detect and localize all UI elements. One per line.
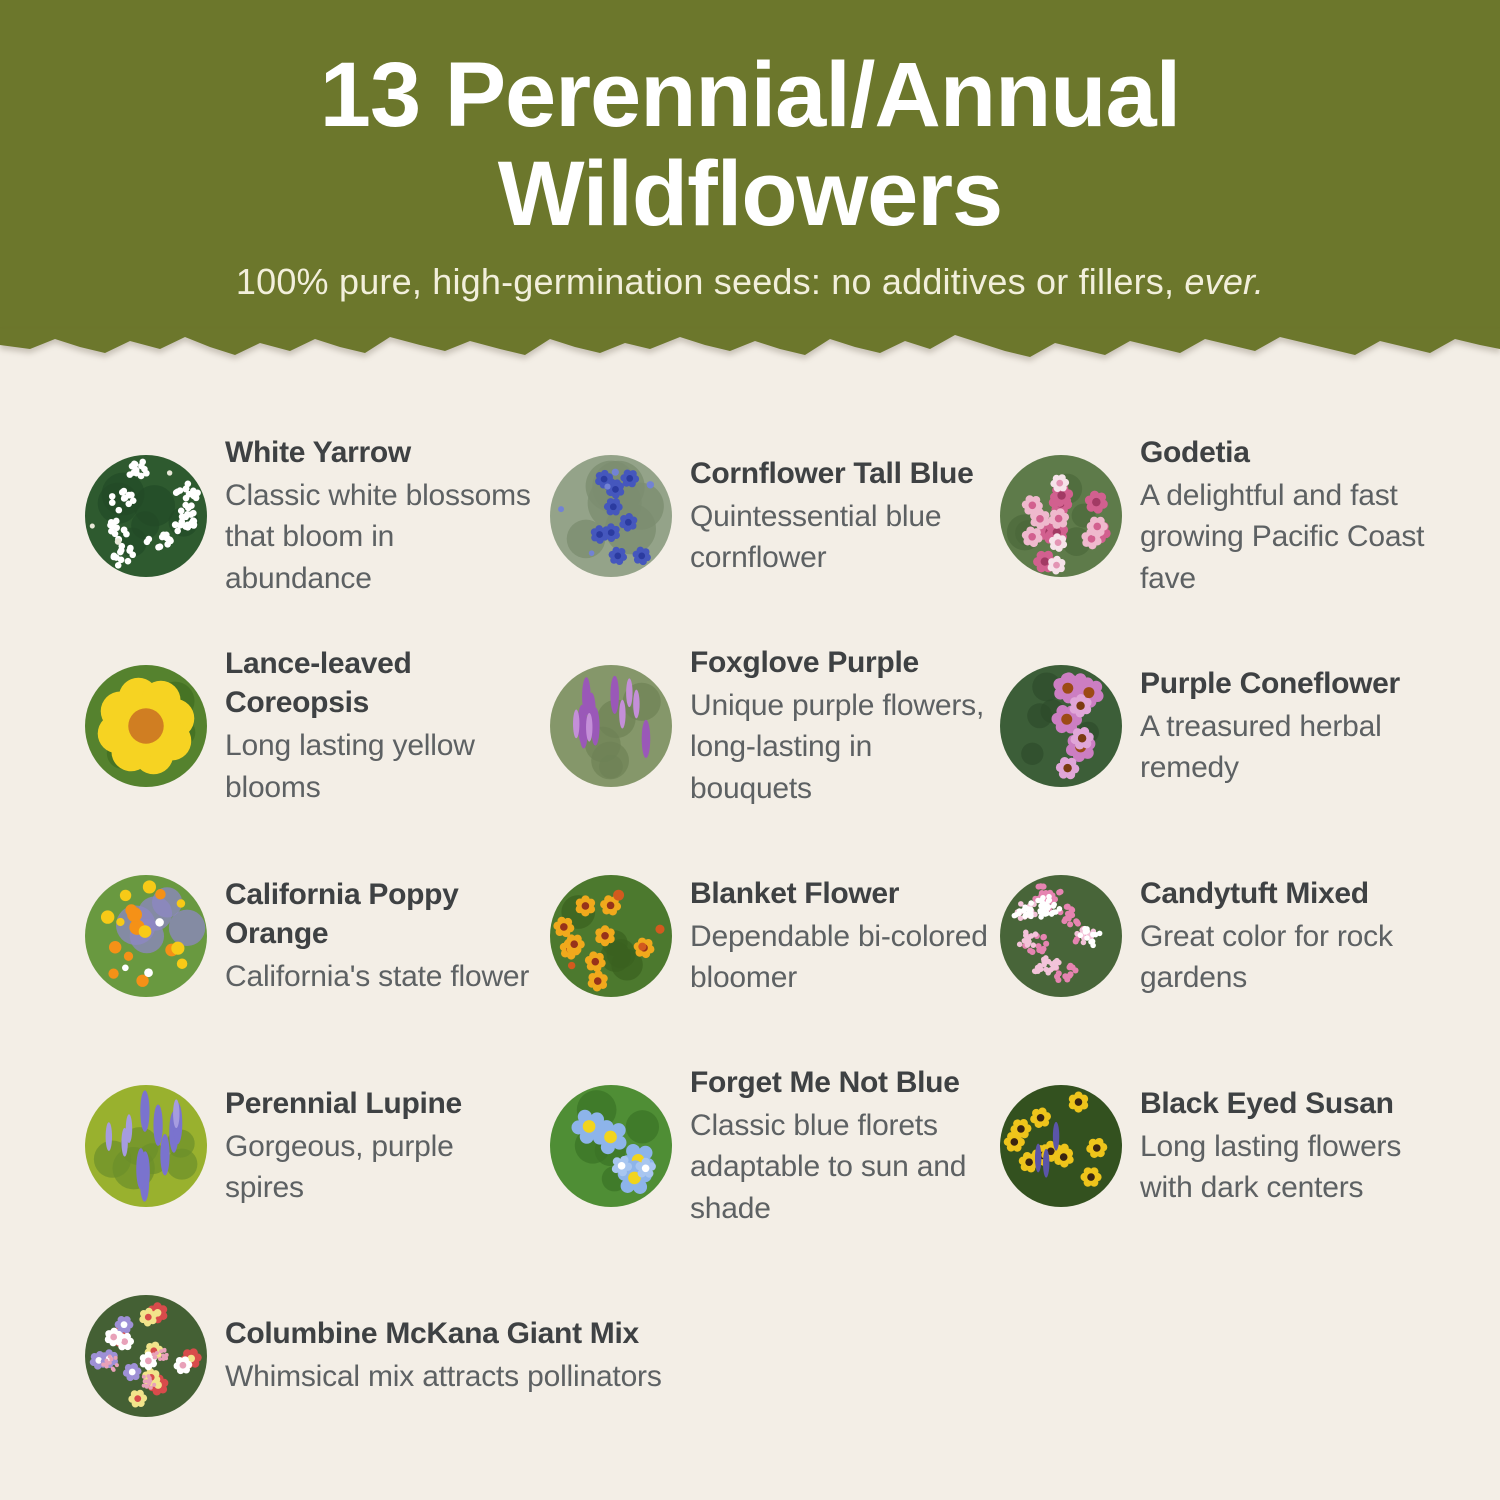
wildflower-text [690, 454, 1000, 579]
wildflower-item [85, 411, 550, 621]
wildflower-item [1000, 831, 1450, 1041]
forget-me-not-blue-photo [550, 1085, 672, 1207]
wildflower-text [690, 1063, 1000, 1229]
wildflower-text [1140, 1084, 1450, 1209]
page-title-line1: 13 Perennial/Annual [319, 44, 1181, 146]
wildflower-item [85, 621, 550, 831]
wildflower-text [225, 875, 535, 997]
wildflower-text [225, 1314, 662, 1397]
flower-name: Godetia [1140, 435, 1250, 469]
wildflower-text [690, 643, 1000, 809]
flower-description: Dependable bi-colored bloomer [690, 919, 988, 994]
wildflower-text [1140, 664, 1450, 789]
wildflower-item [550, 831, 1000, 1041]
cornflower-tall-blue-photo [550, 455, 672, 577]
tagline-emphasis: ever. [1184, 260, 1265, 302]
flower-description: Classic white blossoms that bloom in abundance [225, 478, 531, 595]
flower-description: A delightful and fast growing Pacific Coast fave [1140, 478, 1425, 595]
flower-name: Foxglove Purple [690, 645, 919, 679]
flower-description: Quintessential blue cornflower [690, 499, 942, 574]
black-eyed-susan-photo [1000, 1085, 1122, 1207]
wildflower-item [1000, 1041, 1450, 1251]
flower-description: Whimsical mix attracts pollinators [225, 1360, 662, 1394]
flower-name: Black Eyed Susan [1140, 1086, 1394, 1120]
wildflower-item [550, 1041, 1000, 1251]
california-poppy-orange-photo [85, 875, 207, 997]
tagline-text: 100% pure, high-germination seeds: no additives or fillers, [235, 260, 1185, 302]
wildflower-item [1000, 621, 1450, 831]
flower-name: Forget Me Not Blue [690, 1065, 960, 1099]
wildflower-text [1140, 874, 1450, 999]
flower-description: Long lasting yellow blooms [225, 729, 475, 804]
flower-description: California's state flower [225, 959, 530, 993]
page-title [0, 0, 1500, 245]
flower-name: Blanket Flower [690, 876, 900, 910]
flower-name: Purple Coneflower [1140, 666, 1400, 700]
columbine-mckana-giant-mix-photo [85, 1295, 207, 1417]
blanket-flower-photo [550, 875, 672, 997]
flower-name: California Poppy Orange [225, 877, 459, 950]
wildflower-item [550, 411, 1000, 621]
wildflower-item [1000, 411, 1450, 621]
wildflower-text [225, 644, 535, 808]
flower-name: Perennial Lupine [225, 1086, 462, 1120]
flower-name: White Yarrow [225, 435, 411, 469]
lance-leaved-coreopsis-photo [85, 665, 207, 787]
flower-description: Gorgeous, purple spires [225, 1129, 454, 1204]
flower-name: Cornflower Tall Blue [690, 456, 974, 490]
wildflower-text [225, 1084, 535, 1209]
purple-coneflower-photo [1000, 665, 1122, 787]
header-banner [0, 0, 1500, 330]
wildflower-item [85, 1041, 550, 1251]
flower-description: Great color for rock gardens [1140, 919, 1393, 994]
tagline [0, 261, 1500, 303]
candytuft-mixed-photo [1000, 875, 1122, 997]
page-title-line2: Wildflowers [497, 143, 1003, 246]
flower-description: Classic blue florets adaptable to sun and shade [690, 1108, 967, 1225]
wildflower-text [690, 874, 1000, 999]
wildflower-item [550, 621, 1000, 831]
godetia-photo [1000, 455, 1122, 577]
wildflower-item [85, 1251, 1000, 1461]
flower-name: Candytuft Mixed [1140, 876, 1369, 910]
white-yarrow-photo [85, 455, 207, 577]
flower-description: A treasured herbal remedy [1140, 709, 1382, 784]
wildflower-list [0, 411, 1500, 1461]
wildflower-text [1140, 433, 1450, 599]
wildflower-item [85, 831, 550, 1041]
flower-name: Columbine McKana Giant Mix [225, 1317, 639, 1351]
flower-description: Long lasting flowers with dark centers [1140, 1129, 1402, 1204]
flower-name: Lance-leaved Coreopsis [225, 647, 412, 720]
torn-paper-edge [0, 329, 1500, 363]
perennial-lupine-photo [85, 1085, 207, 1207]
flower-description: Unique purple flowers, long-lasting in bouquets [690, 688, 985, 805]
foxglove-purple-photo [550, 665, 672, 787]
wildflower-text [225, 433, 535, 599]
